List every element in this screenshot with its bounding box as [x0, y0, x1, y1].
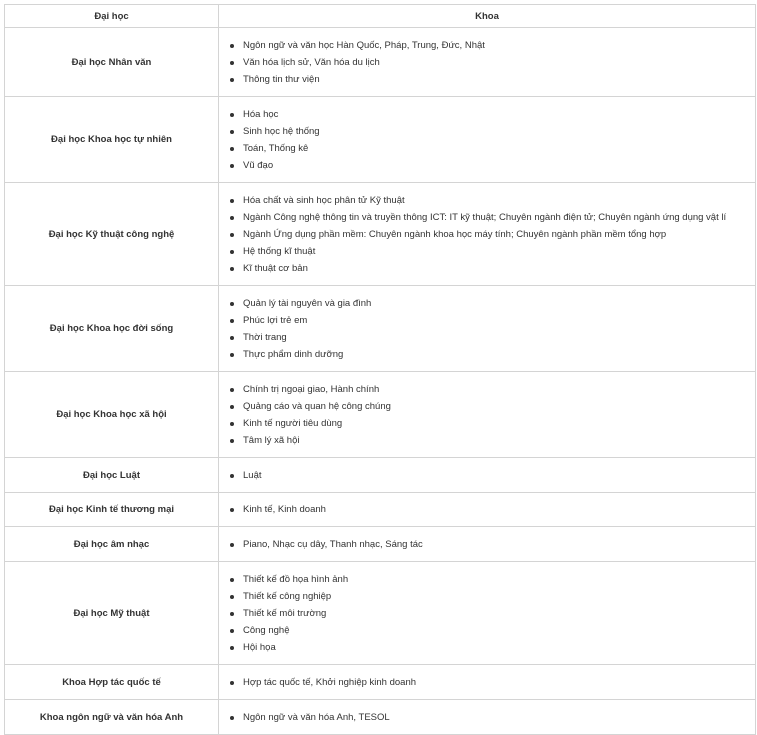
university-name: Đại học Luật	[5, 458, 219, 493]
faculty-list-item: Kinh tế người tiêu dùng	[243, 415, 755, 432]
faculty-list	[219, 37, 755, 88]
faculty-list-item: Piano, Nhạc cụ dây, Thanh nhạc, Sáng tác	[243, 536, 755, 553]
university-name: Khoa Hợp tác quốc tế	[5, 665, 219, 700]
faculty-list-item: Toán, Thống kê	[243, 140, 755, 157]
faculty-list	[219, 192, 755, 277]
faculty-list-item: Quản lý tài nguyên và gia đình	[243, 295, 755, 312]
faculty-list	[219, 571, 755, 656]
faculty-cell	[219, 700, 756, 735]
faculty-list-item: Thiết kế đồ họa hình ảnh	[243, 571, 755, 588]
faculty-table	[4, 4, 756, 735]
faculty-list-item: Hệ thống kĩ thuật	[243, 243, 755, 260]
table-row	[5, 493, 756, 527]
faculty-list-item: Thiết kế công nghiệp	[243, 588, 755, 605]
table-row	[5, 286, 756, 372]
table-row	[5, 183, 756, 286]
table-row	[5, 527, 756, 562]
faculty-cell	[219, 183, 756, 286]
table-row	[5, 372, 756, 458]
faculty-cell	[219, 527, 756, 562]
faculty-list-item: Chính trị ngoại giao, Hành chính	[243, 381, 755, 398]
table-row	[5, 562, 756, 665]
faculty-list	[219, 295, 755, 363]
faculty-list-item: Ngành Công nghệ thông tin và truyền thông ICT: IT kỹ thuật; Chuyên ngành điện tử; Chuyên ngành ứng dụng vật lí	[243, 209, 755, 226]
university-name: Đại học Khoa học tự nhiên	[5, 97, 219, 183]
faculty-list-item: Hóa chất và sinh học phân tử Kỹ thuật	[243, 192, 755, 209]
faculty-list-item: Ngôn ngữ và văn hóa Anh, TESOL	[243, 709, 755, 726]
faculty-list-item: Ngôn ngữ và văn học Hàn Quốc, Pháp, Trung, Đức, Nhật	[243, 37, 755, 54]
faculty-list	[219, 467, 755, 484]
faculty-list	[219, 709, 755, 726]
faculty-cell	[219, 493, 756, 527]
faculty-list-item: Phúc lợi trẻ em	[243, 312, 755, 329]
faculty-cell	[219, 458, 756, 493]
university-name: Đại học Khoa học xã hội	[5, 372, 219, 458]
faculty-list-item: Ngành Ứng dụng phần mềm: Chuyên ngành khoa học máy tính; Chuyên ngành phần mềm tổng hợp	[243, 226, 755, 243]
faculty-list-item: Hóa học	[243, 106, 755, 123]
faculty-list-item: Thời trang	[243, 329, 755, 346]
table-row	[5, 28, 756, 97]
university-name: Đại học Nhân văn	[5, 28, 219, 97]
faculty-list-item: Thực phẩm dinh dưỡng	[243, 346, 755, 363]
faculty-cell	[219, 97, 756, 183]
faculty-list-item: Kinh tế, Kinh doanh	[243, 501, 755, 518]
faculty-list-item: Hội họa	[243, 639, 755, 656]
faculty-cell	[219, 28, 756, 97]
faculty-list-item: Thông tin thư viện	[243, 71, 755, 88]
faculty-list-item: Luật	[243, 467, 755, 484]
faculty-cell	[219, 286, 756, 372]
table-header-row	[5, 5, 756, 28]
table-row	[5, 458, 756, 493]
table-row	[5, 97, 756, 183]
faculty-list-item: Tâm lý xã hội	[243, 432, 755, 449]
table-row	[5, 665, 756, 700]
faculty-cell	[219, 372, 756, 458]
faculty-list	[219, 501, 755, 518]
faculty-list-item: Văn hóa lịch sử, Văn hóa du lịch	[243, 54, 755, 71]
university-name: Đại học Kỹ thuật công nghệ	[5, 183, 219, 286]
faculty-list-item: Kĩ thuật cơ bản	[243, 260, 755, 277]
header-university: Đại học	[5, 5, 219, 28]
faculty-list-item: Sinh học hệ thống	[243, 123, 755, 140]
faculty-table-container	[4, 4, 755, 735]
faculty-list	[219, 536, 755, 553]
faculty-list-item: Công nghệ	[243, 622, 755, 639]
faculty-list	[219, 674, 755, 691]
table-body	[5, 28, 756, 735]
university-name: Đại học Khoa học đời sống	[5, 286, 219, 372]
faculty-list-item: Hợp tác quốc tế, Khởi nghiệp kinh doanh	[243, 674, 755, 691]
table-row	[5, 700, 756, 735]
faculty-list-item: Thiết kế môi trường	[243, 605, 755, 622]
university-name: Khoa ngôn ngữ và văn hóa Anh	[5, 700, 219, 735]
university-name: Đại học âm nhạc	[5, 527, 219, 562]
university-name: Đại học Kinh tế thương mại	[5, 493, 219, 527]
faculty-list-item: Quảng cáo và quan hệ công chúng	[243, 398, 755, 415]
faculty-list	[219, 106, 755, 174]
faculty-list-item: Vũ đạo	[243, 157, 755, 174]
faculty-cell	[219, 562, 756, 665]
faculty-cell	[219, 665, 756, 700]
header-faculty: Khoa	[219, 5, 756, 28]
university-name: Đại học Mỹ thuật	[5, 562, 219, 665]
faculty-list	[219, 381, 755, 449]
